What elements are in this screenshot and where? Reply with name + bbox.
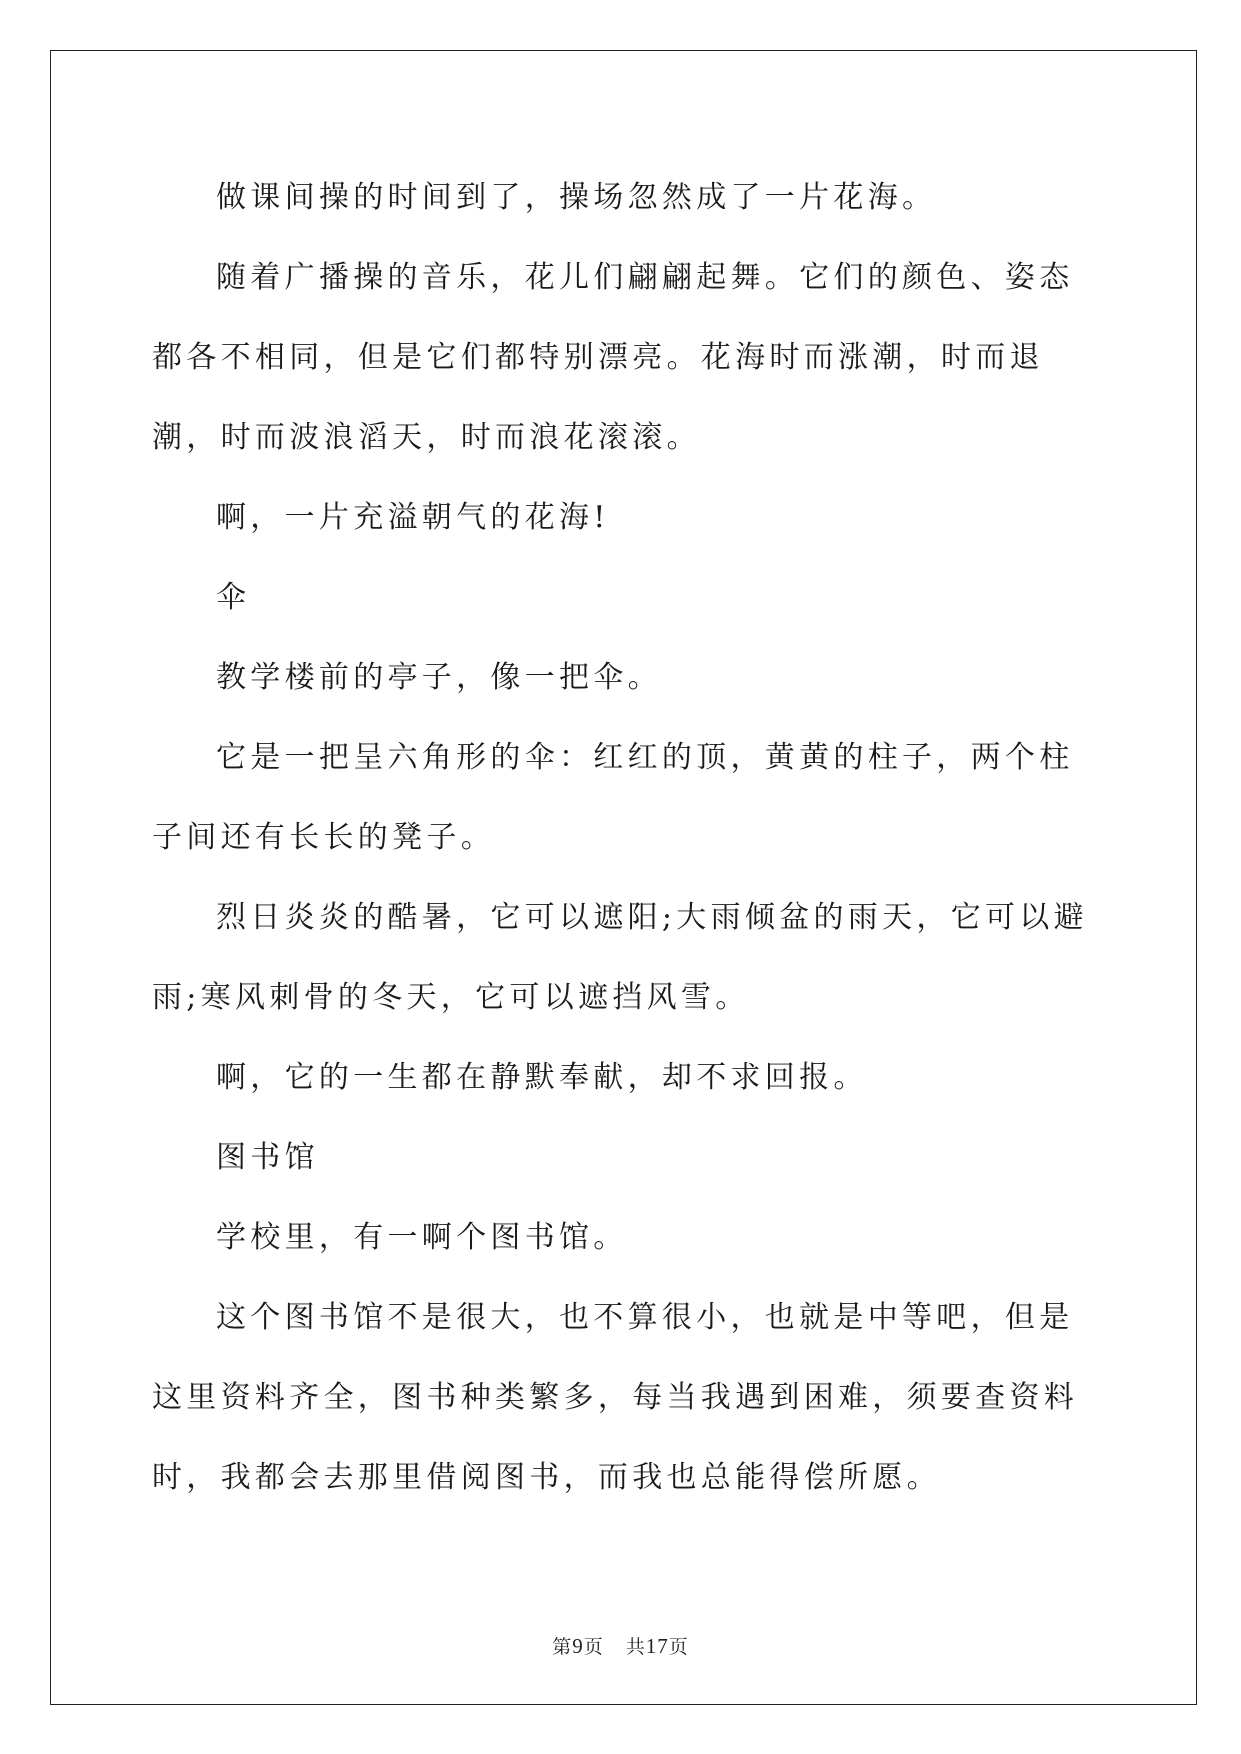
footer-total-prefix: 共 — [625, 1636, 646, 1658]
paragraph: 教学楼前的亭子，像一把伞。 — [216, 660, 662, 695]
footer-total-suffix: 页 — [668, 1636, 689, 1658]
footer-prefix: 第 — [552, 1636, 573, 1658]
page-footer — [0, 1632, 1241, 1659]
paragraph: 啊，一片充溢朝气的花海! — [216, 500, 610, 535]
document-body — [152, 158, 1092, 1518]
section-heading: 伞 — [216, 580, 251, 615]
page-number: 9 — [572, 1634, 584, 1658]
paragraph: 这个图书馆不是很大，也不算很小，也就是中等吧，但是这里资料齐全，图书种类繁多，每当我遇到困难，须要查资料时，我都会去那里借阅图书，而我也总能得偿所愿。 — [152, 1300, 1079, 1495]
paragraph: 随着广播操的音乐，花儿们翩翩起舞。它们的颜色、姿态都各不相同，但是它们都特别漂亮。花海时而涨潮，时而退潮，时而波浪滔天，时而浪花滚滚。 — [152, 260, 1074, 455]
paragraph: 学校里，有一啊个图书馆。 — [216, 1220, 628, 1255]
paragraph: 烈日炎炎的酷暑，它可以遮阳;大雨倾盆的雨天，它可以避雨;寒风刺骨的冬天，它可以遮挡风雪。 — [152, 900, 1088, 1015]
paragraph: 它是一把呈六角形的伞：红红的顶，黄黄的柱子，两个柱子间还有长长的凳子。 — [152, 740, 1074, 855]
footer-page-suffix: 页 — [583, 1636, 604, 1658]
paragraph: 啊，它的一生都在静默奉献，却不求回报。 — [216, 1060, 868, 1095]
section-heading: 图书馆 — [216, 1140, 319, 1175]
paragraph: 做课间操的时间到了，操场忽然成了一片花海。 — [216, 180, 937, 215]
total-pages: 17 — [645, 1634, 669, 1658]
